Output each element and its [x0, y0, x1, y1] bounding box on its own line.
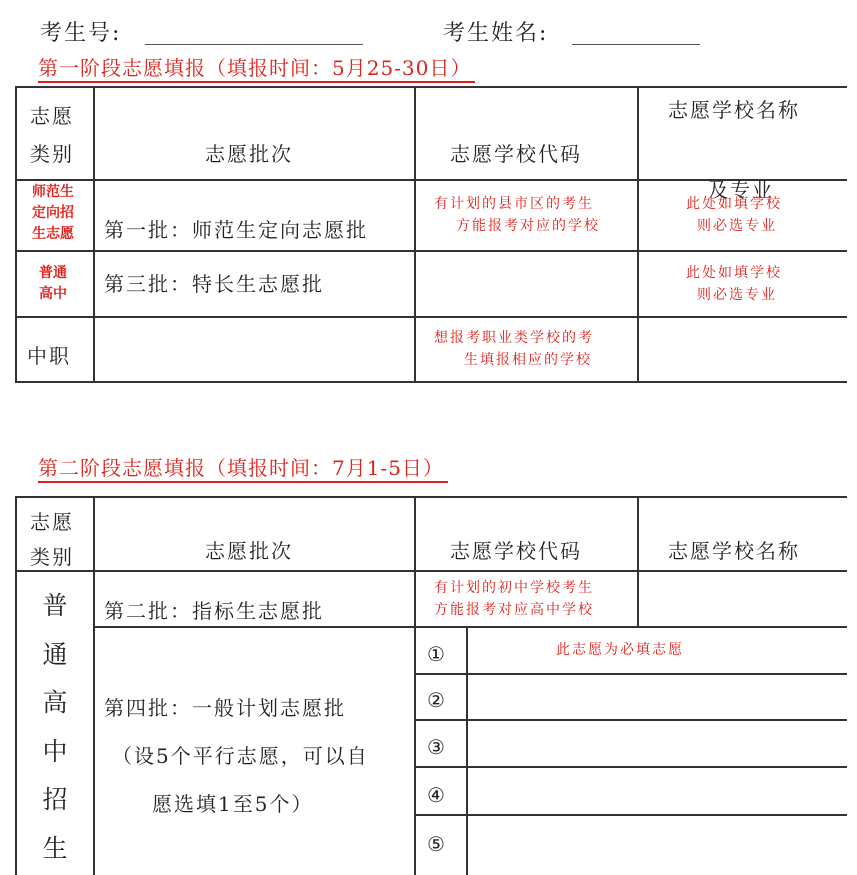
- stage2-batch2-note-1: 有计划的初中学校考生: [434, 580, 594, 596]
- stage2-batch4-line-2: （设5个平行志愿，可以自: [112, 744, 369, 768]
- stage1-col-category-1: 志愿: [30, 104, 74, 128]
- stage2-col-name: 志愿学校名称: [668, 539, 800, 563]
- stage1-col-category-2: 类别: [30, 142, 74, 166]
- stage2-category-vertical: 普 通 高 中 招 生: [42, 591, 68, 863]
- choice-field-3[interactable]: [468, 721, 846, 765]
- stage1-row2-name-note-1: 此处如填学校: [686, 265, 782, 281]
- choice-marker-2: ②: [427, 688, 445, 712]
- stage1-row3-code-note-2: 生填报相应的学校: [464, 352, 592, 368]
- stage2-batch2-note-2: 方能报考对应高中学校: [434, 602, 594, 618]
- stage1-title: 第一阶段志愿填报（填报时间：5月25-30日）: [38, 55, 475, 83]
- stage2-title: 第二阶段志愿填报（填报时间：7月1-5日）: [38, 455, 448, 483]
- choice-field-4[interactable]: [468, 768, 846, 813]
- choice-marker-4: ④: [427, 783, 445, 807]
- stage1-row2-batch: 第三批：特长生志愿批: [104, 272, 324, 296]
- choice-field-5[interactable]: [468, 816, 846, 874]
- stage2-col-category-2: 类别: [30, 545, 74, 569]
- student-name-label: 考生姓名:: [443, 21, 549, 46]
- stage1-row1-code-note-2: 方能报考对应的学校: [456, 218, 600, 234]
- stage1-row3-category: 中职: [27, 344, 71, 368]
- exam-number-field[interactable]: [145, 44, 363, 45]
- exam-number-label: 考生号:: [40, 21, 122, 46]
- choice-field-1[interactable]: [468, 628, 846, 672]
- choice-marker-1: ①: [427, 642, 445, 666]
- stage1-row2-name-note-2: 则必选专业: [697, 287, 777, 303]
- stage1-row1-category: 师范生 定向招 生志愿: [32, 184, 74, 242]
- stage1-row1-name-note-1: 此处如填学校: [686, 196, 782, 212]
- required-choice-note: 此志愿为必填志愿: [556, 642, 684, 658]
- stage2-col-category-1: 志愿: [30, 510, 74, 534]
- stage1-row3-code-note-1: 想报考职业类学校的考: [434, 330, 594, 346]
- stage2-col-batch: 志愿批次: [205, 539, 293, 563]
- stage1-row2-category: 普通 高中: [39, 265, 67, 302]
- stage1-col-name-1: 志愿学校名称: [668, 98, 800, 122]
- stage1-row1-batch: 第一批：师范生定向志愿批: [104, 218, 368, 242]
- stage1-col-code: 志愿学校代码: [450, 142, 582, 166]
- stage1-row1-name-note-2: 则必选专业: [697, 218, 777, 234]
- stage1-col-name-2: 及专业: [708, 178, 774, 202]
- student-name-field[interactable]: [572, 44, 700, 45]
- stage2-col-code: 志愿学校代码: [450, 539, 582, 563]
- stage2-batch4-line-3: 愿选填1至5个）: [152, 792, 314, 816]
- stage2-batch4-line-1: 第四批：一般计划志愿批: [104, 696, 346, 720]
- stage2-batch2: 第二批：指标生志愿批: [104, 599, 324, 623]
- choice-marker-3: ③: [427, 735, 445, 759]
- choice-field-2[interactable]: [468, 675, 846, 718]
- stage1-col-batch: 志愿批次: [205, 142, 293, 166]
- stage1-row1-code-note-1: 有计划的县市区的考生: [434, 196, 594, 212]
- choice-marker-5: ⑤: [427, 832, 445, 856]
